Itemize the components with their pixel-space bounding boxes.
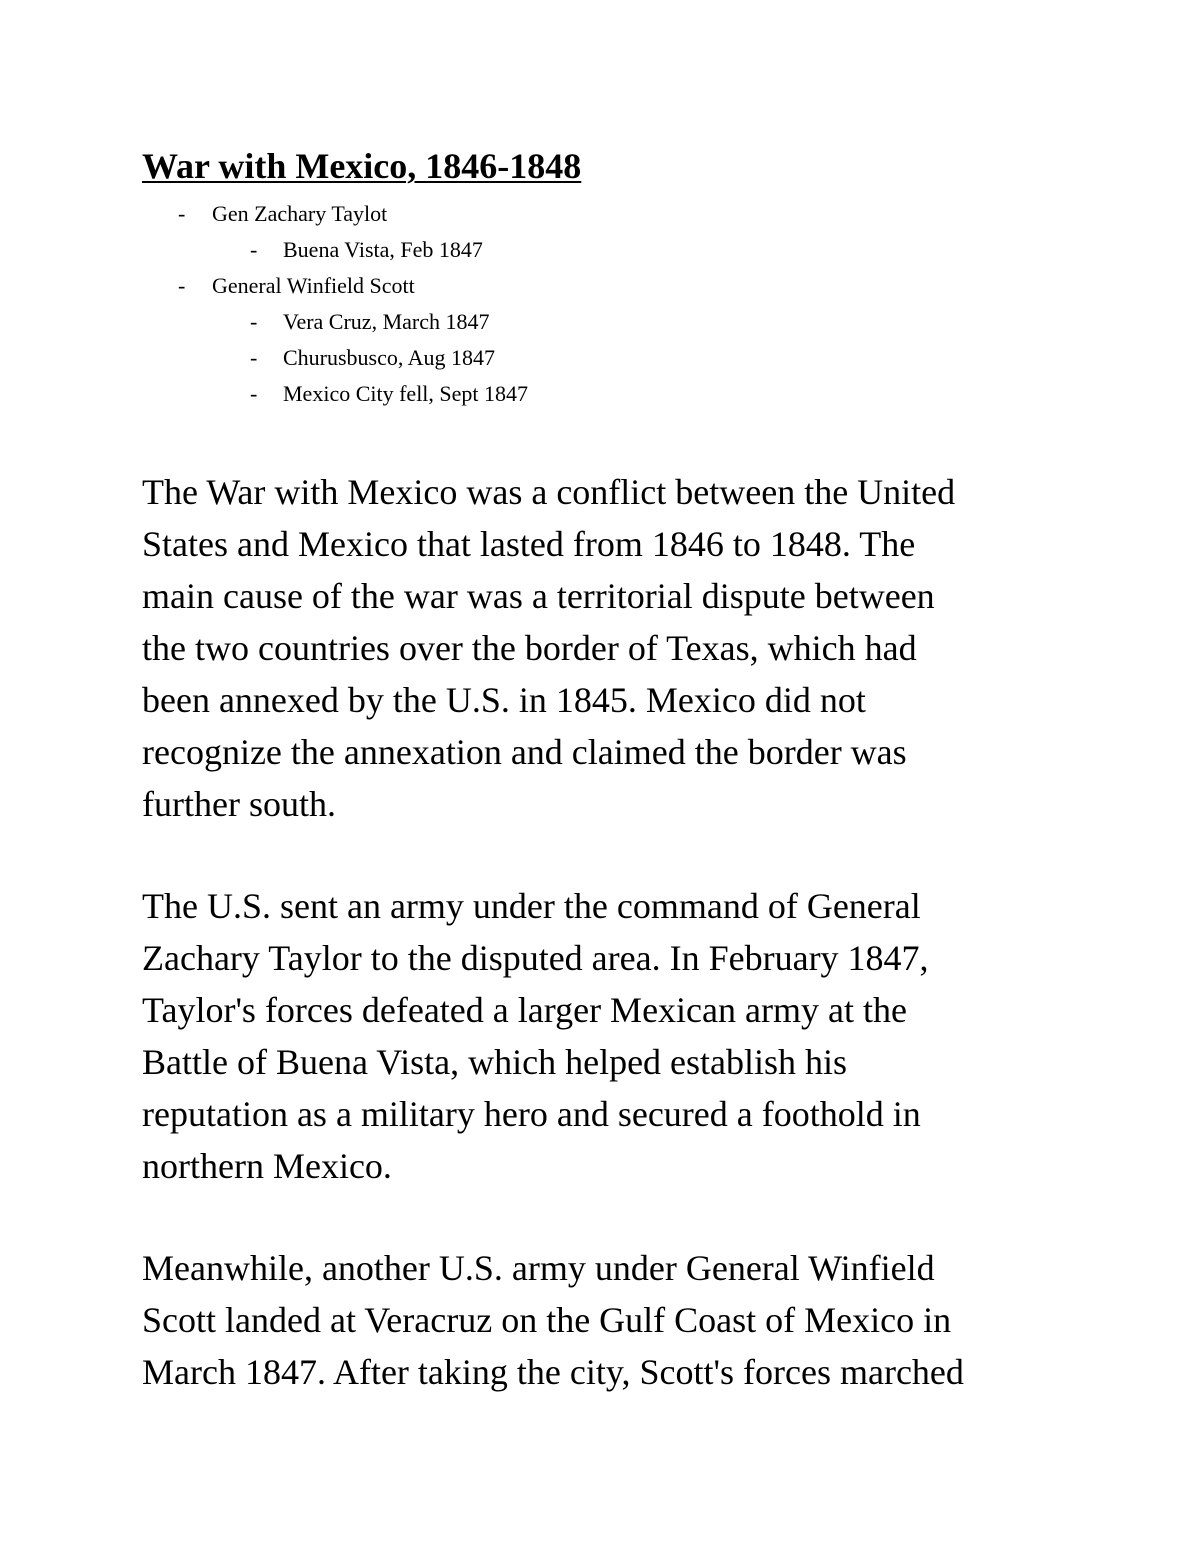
bullet-dash: - [178, 273, 186, 298]
paragraph-line: the two countries over the border of Texas, which had [142, 628, 917, 668]
outline-item-text: Vera Cruz, March 1847 [283, 309, 490, 334]
paragraph-line: been annexed by the U.S. in 1845. Mexico did not [142, 680, 866, 720]
outline-subitem [0, 376, 1200, 412]
body-paragraph-1 [142, 466, 1052, 830]
body-paragraph-3 [142, 1242, 1052, 1398]
outline-item-text: Gen Zachary Taylot [212, 201, 388, 226]
bullet-dash: - [250, 309, 258, 334]
outline-item [0, 196, 1200, 232]
paragraph-line: The War with Mexico was a conflict between the United [142, 472, 956, 512]
paragraph-line: main cause of the war was a territorial dispute between [142, 576, 935, 616]
bullet-dash: - [178, 201, 186, 226]
paragraph-line: reputation as a military hero and secured a foothold in [142, 1094, 921, 1134]
outline-item-text: Buena Vista, Feb 1847 [283, 237, 483, 262]
outline-item-text: Mexico City fell, Sept 1847 [283, 381, 529, 406]
paragraph-line: March 1847. After taking the city, Scott's forces marched [142, 1352, 964, 1392]
bullet-dash: - [250, 345, 258, 370]
bullet-dash: - [250, 237, 258, 262]
outline-subitem [0, 304, 1200, 340]
paragraph-line: Scott landed at Veracruz on the Gulf Coast of Mexico in [142, 1300, 952, 1340]
body-paragraph-2 [142, 880, 1052, 1192]
paragraph-line: States and Mexico that lasted from 1846 to 1848. The [142, 524, 916, 564]
paragraph-line: The U.S. sent an army under the command of General [142, 886, 921, 926]
paragraph-line: recognize the annexation and claimed the border was [142, 732, 907, 772]
paragraph-line: Battle of Buena Vista, which helped establish his [142, 1042, 848, 1082]
outline-item [0, 268, 1200, 304]
outline-subitem [0, 340, 1200, 376]
document-title: War with Mexico, 1846-1848 [142, 146, 582, 186]
paragraph-line: Zachary Taylor to the disputed area. In February 1847, [142, 938, 929, 978]
paragraph-line: Taylor's forces defeated a larger Mexican army at the [142, 990, 907, 1030]
paragraph-line: further south. [142, 784, 336, 824]
bullet-dash: - [250, 381, 258, 406]
outline-item-text: Churusbusco, Aug 1847 [283, 345, 496, 370]
outline-list [0, 196, 1200, 412]
paragraph-line: Meanwhile, another U.S. army under General Winfield [142, 1248, 935, 1288]
outline-item-text: General Winfield Scott [212, 273, 415, 298]
outline-subitem [0, 232, 1200, 268]
paragraph-line: northern Mexico. [142, 1146, 392, 1186]
